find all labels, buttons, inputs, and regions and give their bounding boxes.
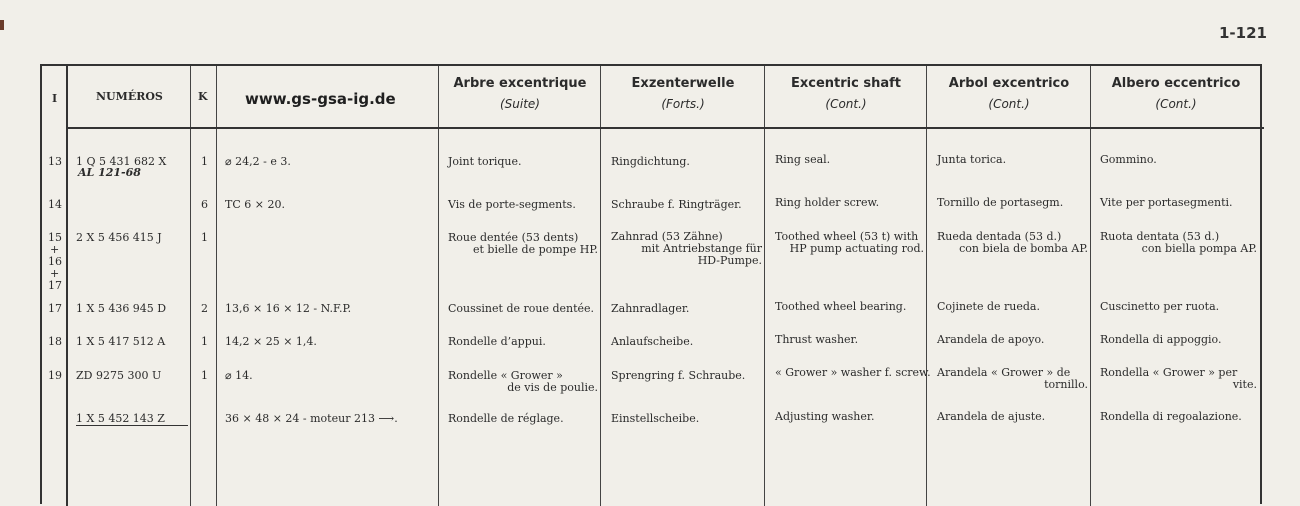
row-19-spec: ⌀ 14. [225,369,253,382]
row-15-it: Ruota dentata (53 d.) [1100,230,1220,243]
row-13-num2: AL 121-68 [78,166,141,179]
row-last-spec: 36 × 48 × 24 - moteur 213 ⟶. [225,412,398,425]
row-15-de2: mit Antriebstange für [641,242,762,255]
row-17-num: 1 X 5 436 945 D [76,302,167,315]
col-i-header: I [52,92,58,105]
divider [66,66,68,506]
col-it-title: Albero eccentrico [1111,76,1241,91]
row-13-spec: ⌀ 24,2 - e 3. [225,155,291,168]
header-rule [68,127,1264,129]
row-15-en2: HP pump actuating rod. [789,242,924,255]
row-18-en: Thrust washer. [775,333,859,346]
row-15-plus-2: + [50,267,60,280]
row-last-en: Adjusting washer. [775,410,875,423]
row-17-it: Cuscinetto per ruota. [1100,300,1220,313]
row-15-de3: HD-Pumpe. [697,254,762,267]
row-18-fr: Rondelle d’appui. [448,335,546,348]
row-19-fr2: de vis de poulie. [507,381,598,394]
page-number: 1-121 [1219,24,1267,42]
row-13-i: 13 [48,155,62,168]
row-15-num: 2 X 5 456 415 J [76,231,162,244]
row-last-num: 1 X 5 452 143 Z [76,413,188,426]
row-19-fr: Rondelle « Grower » [448,369,563,382]
row-18-num: 1 X 5 417 512 A [76,335,166,348]
col-en-title: Excentric shaft [791,76,901,91]
row-13-de: Ringdichtung. [611,155,690,168]
row-18-de: Anlaufscheibe. [611,335,694,348]
row-14-k: 6 [201,198,208,211]
row-19-k: 1 [201,369,208,382]
row-19-es: Arandela « Grower » de [937,366,1071,379]
divider [926,66,927,506]
row-13-en: Ring seal. [775,153,831,166]
col-k-header: K [198,90,208,103]
row-15-it2: con biella pompa AP. [1141,242,1257,255]
divider [216,66,217,506]
row-18-es: Arandela de apoyo. [937,333,1045,346]
row-last-it: Rondella di regoalazione. [1100,410,1242,423]
divider [190,66,191,506]
row-19-it: Rondella « Grower » per [1100,366,1238,379]
row-17-spec: 13,6 × 16 × 12 - N.F.P. [225,302,352,315]
row-15-i: 15 [48,231,62,244]
divider [438,66,439,506]
col-de-title: Exzenterwelle [631,76,735,91]
row-last-es: Arandela de ajuste. [937,410,1046,423]
row-17-k: 2 [201,302,208,315]
row-last-fr: Rondelle de réglage. [448,412,564,425]
row-13-k: 1 [201,155,208,168]
website-watermark: www.gs-gsa-ig.de [245,90,396,108]
col-es-title: Arbol excentrico [948,76,1070,91]
row-15-es: Rueda dentada (53 d.) [937,230,1062,243]
row-19-it2: vite. [1232,378,1257,391]
divider [1090,66,1091,506]
row-19-num: ZD 9275 300 U [76,369,162,382]
row-last-de: Einstellscheibe. [611,412,700,425]
row-14-fr: Vis de porte-segments. [448,198,576,211]
row-19-de: Sprengring f. Schraube. [611,369,746,382]
row-15-fr2: et bielle de pompe HP. [473,243,598,256]
divider [600,66,601,506]
col-es-sub: (Cont.) [988,97,1030,111]
row-18-it: Rondella di appoggio. [1100,333,1222,346]
parts-table [40,64,1262,504]
row-18-k: 1 [201,335,208,348]
row-13-num: 1 Q 5 431 682 X [76,155,167,168]
col-it-sub: (Cont.) [1155,97,1197,111]
col-de-header [602,76,764,111]
row-18-i: 18 [48,335,62,348]
row-13-it: Gommino. [1100,153,1157,166]
col-en-sub: (Cont.) [825,97,867,111]
col-es-header [928,76,1090,111]
row-17-es: Cojinete de rueda. [937,300,1040,313]
row-15-de: Zahnrad (53 Zähne) [611,230,723,243]
binding-mark [0,20,4,30]
row-19-es2: tornillo. [1044,378,1088,391]
row-15-fr: Roue dentée (53 dents) [448,231,579,244]
col-numeros-header: NUMÉROS [96,90,163,103]
divider [764,66,765,506]
row-17-i: 17 [48,302,62,315]
row-18-spec: 14,2 × 25 × 1,4. [225,335,317,348]
row-19-en: « Grower » washer f. screw. [775,366,931,379]
row-14-de: Schraube f. Ringträger. [611,198,742,211]
row-17-de: Zahnradlager. [611,302,690,315]
row-15-k: 1 [201,231,208,244]
row-14-i: 14 [48,198,62,211]
row-14-spec: TC 6 × 20. [225,198,285,211]
row-15-i-17: 17 [48,279,62,292]
row-19-i: 19 [48,369,62,382]
row-14-es: Tornillo de portasegm. [937,196,1064,209]
col-en-header [766,76,926,111]
row-15-plus-1: + [50,243,60,256]
row-17-en: Toothed wheel bearing. [775,300,907,313]
row-13-es: Junta torica. [937,153,1007,166]
row-17-fr: Coussinet de roue dentée. [448,302,595,315]
col-it-header [1092,76,1260,111]
row-14-it: Vite per portasegmenti. [1100,196,1233,209]
row-13-fr: Joint torique. [448,155,522,168]
row-15-en: Toothed wheel (53 t) with [775,230,919,243]
row-15-i-16: 16 [48,255,62,268]
col-fr-header [440,76,600,111]
col-fr-title: Arbre excentrique [453,76,587,91]
col-fr-sub: (Suite) [499,97,540,111]
row-14-en: Ring holder screw. [775,196,880,209]
row-15-es2: con biela de bomba AP. [959,242,1088,255]
col-de-sub: (Forts.) [661,97,705,111]
